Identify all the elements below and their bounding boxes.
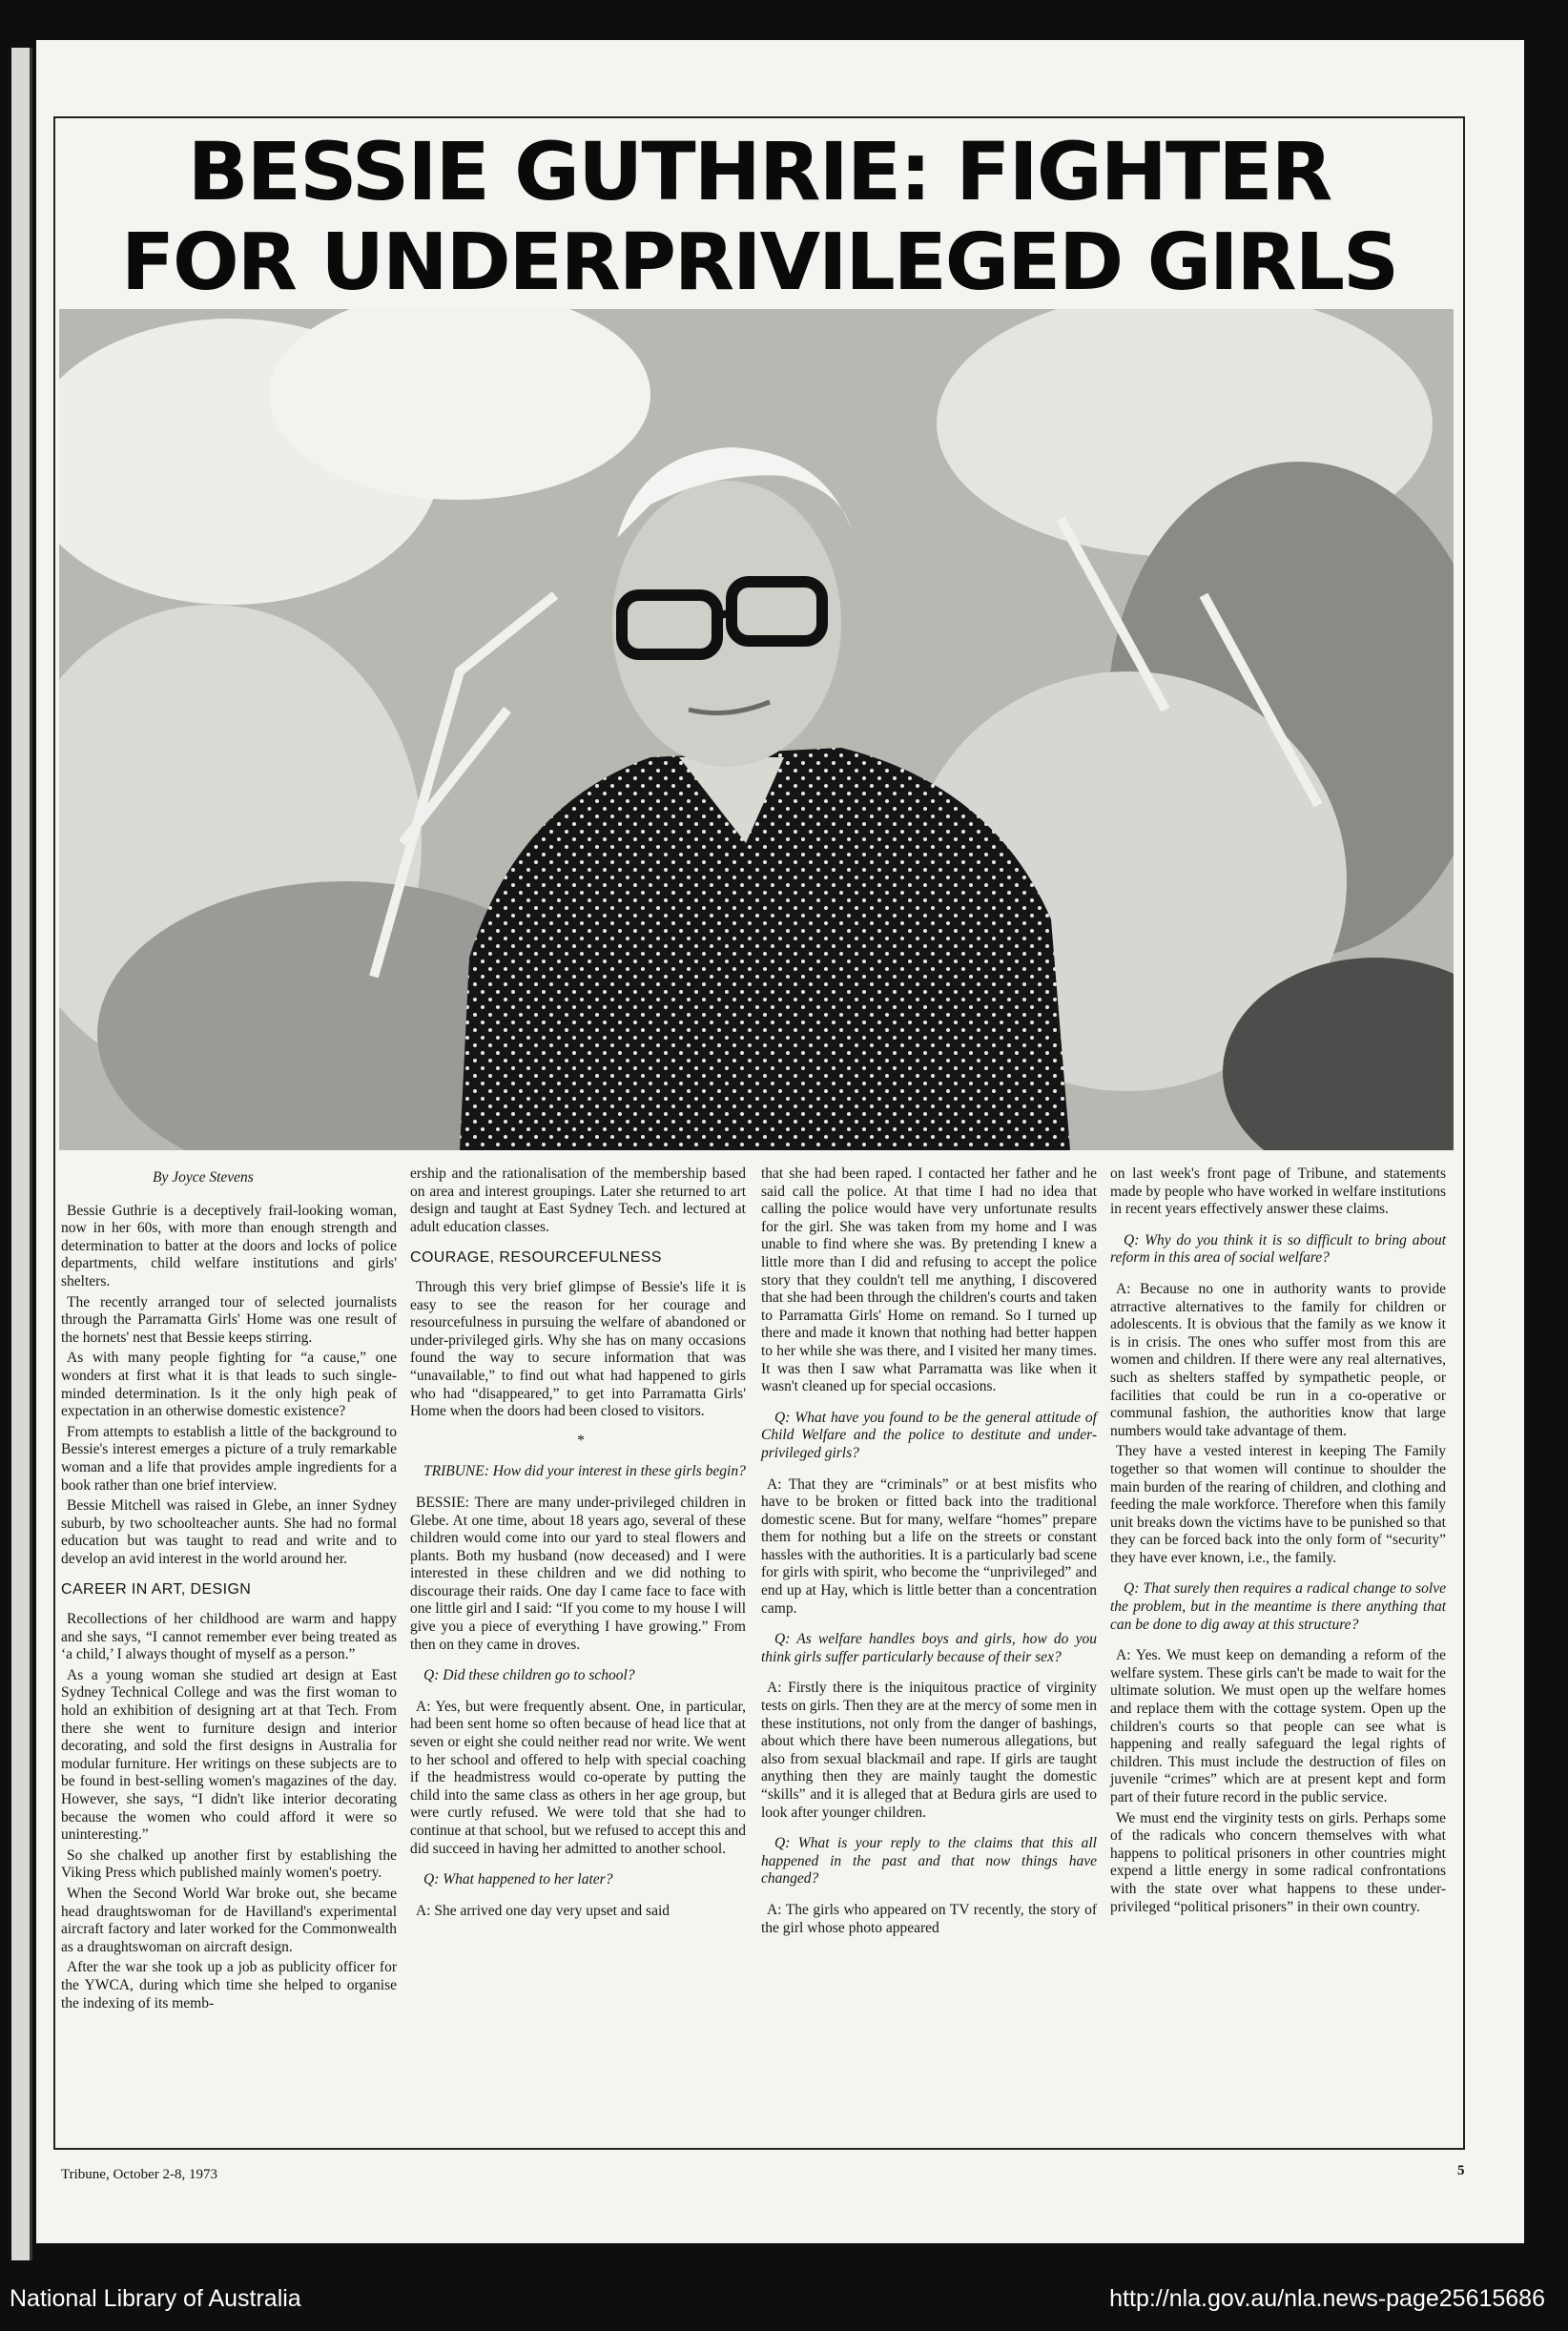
paragraph: They have a vested interest in keeping The Family together so that women will continue to shoulder the main burden of the rearing of children, and clothing and feeding the male workforce. Therefore when this family unit breaks down the victims have to be punished so that they can be forced back into the only form of “security” they have ever known, i.e., the family. (1110, 1443, 1446, 1566)
paragraph: After the war she took up a job as publicity officer for the YWCA, during which time she helped to organise the indexing of its memb- (61, 1959, 397, 2011)
paragraph: Recollections of her childhood are warm and happy and she says, “I cannot remember ever being treated as ‘a child,’ I always thought of myself as a person.” (61, 1611, 397, 1663)
paragraph: A: Because no one in authority wants to provide atrractive alternatives to the family for children or adolescents. It is obvious that the family as we know it is in crisis. The ones who suffer most from this are women and children. If there were any real alternatives, such as shelters staffed by sympathetic people, or facilities that could be run in a co-operative or communal fashion, the authorities know that large numbers would take advantage of them. (1110, 1280, 1446, 1439)
paragraph: From attempts to establish a little of the background to Bessie's interest emerges a picture of a truly remarkable woman and a life that provides ample ingredients for a book rather than one brief interview. (61, 1423, 397, 1494)
paragraph: As with many people fighting for “a cause,” one wonders at first what it is that leads to such single-minded determination. Is it the only high peak of expectation in an otherwise domestic existence? (61, 1350, 397, 1420)
paragraph: When the Second World War broke out, she became head draughtswoman for de Havilland's experimental aircraft factory and later worked for the Commonwealth as a draughtswoman on aircraft design. (61, 1885, 397, 1955)
article-column-1 (61, 1166, 397, 2015)
source-url[interactable]: http://nla.gov.au/nla.news-page25615686 (1109, 2285, 1545, 2312)
paragraph: BESSIE: There are many under-privileged children in Glebe. At one time, about 18 years ago, several of these children would come into our yard to steal flowers and plants. Both my husband (now deceased) and I were interested in these children and we did nothing to discourage their raids. One day I came face to face with one little girl and I said: “If you come to my house I will give you a piece of everything I have growing.” From then on they came in droves. (410, 1494, 746, 1653)
paragraph: A: Yes. We must keep on demanding a reform of the welfare system. These girls can't be made to wait for the ultimate solution. We must open up the welfare homes and replace them with the cottage system. Open up the children's courts so that people can see what is happening and really safeguard the legal rights of children. This must include the destruction of files on juvenile “crimes” which are at present kept and form part of their future record in the public service. (1110, 1647, 1446, 1805)
article-column-3 (761, 1166, 1097, 1940)
portrait-photo-illustration (59, 309, 1454, 1150)
portrait-photo (59, 309, 1454, 1150)
paragraph: A: She arrived one day very upset and said (416, 1902, 671, 1919)
paragraph: ership and the rationalisation of the membership based on area and interest groupings. Later she returned to art design and taught at East Sydney Tech. and lectured at adult education classes. (410, 1166, 746, 1235)
interview-question: Q: That surely then requires a radical change to solve the problem, but in the meantime is there anything that can be done to dig away at this structure? (1110, 1580, 1446, 1633)
headline (57, 126, 1461, 309)
interview-question: Q: As welfare handles boys and girls, how do you think girls suffer particularly because of their sex? (761, 1631, 1097, 1665)
interview-question: TRIBUNE: How did your interest in these girls begin? (423, 1463, 746, 1480)
article-column-2 (410, 1166, 746, 1923)
paragraph: As a young woman she studied art design at East Sydney Technical College and was the first woman to hold an exhibition of designing art at that Tech. From there she went to furniture design and interior decorating, and sold the first designs in Australia for modular furniture. Her writings on these subjects are to be found in best-selling women's magazines of the day. However, she says, “I didn't like interior decorating because the women who could afford it were so uninteresting.” (61, 1666, 397, 1844)
section-separator: * (577, 1432, 585, 1449)
interview-question: Q: Why do you think it is so difficult to bring about reform in this area of social welfare? (1110, 1231, 1446, 1267)
paragraph: A: That they are “criminals” or at best misfits who have to be broken or fitted back into the traditional domestic scene. But for many, welfare “homes” prepare them for nothing but a life on the streets or constant hassles with the authorities. It is a particularly bad scene for girls with spirit, who become the “unprivileged” and end up at Hay, which is little better than a concentration camp. (761, 1475, 1097, 1617)
byline: By Joyce Stevens (153, 1169, 254, 1186)
headline-line-2: FOR UNDERPRIVILEGED GIRLS (120, 217, 1398, 308)
subheading: COURAGE, RESOURCEFULNESS (410, 1249, 662, 1267)
interview-question: Q: What happened to her later? (423, 1871, 613, 1888)
interview-question: Q: What have you found to be the general attitude of Child Welfare and the police to destitute and under-privileged girls? (761, 1409, 1097, 1461)
source-credit: National Library of Australia (10, 2285, 301, 2312)
interview-question: Q: What is your reply to the claims that this all happened in the past and that now things have changed? (761, 1835, 1097, 1887)
paragraph: A: Yes, but were frequently absent. One, in particular, had been sent home so often because of head lice that at seven or eight she could neither read nor write. We went to her school and offered to help with special coaching if the headmistress would co-operate by putting the child into the same class as others in her age group, but were curtly refused. We were told that she had to continue at that school, but we refused to accept this and did succeed in having her admitted to another school. (410, 1698, 746, 1857)
subheading: CAREER IN ART, DESIGN (61, 1581, 252, 1599)
paragraph: Through this very brief glimpse of Bessie's life it is easy to see the reason for her courage and resourcefulness in pursuing the welfare of abandoned or under-privileged girls. Why she has on many occasions found the way to secure information that was “unavailable,” to find out what had happened to girls who had “disappeared,” to get into Parramatta Girls' Home when the doors had been closed to visitors. (410, 1278, 746, 1420)
interview-question: Q: Did these children go to school? (423, 1667, 635, 1684)
paragraph: We must end the virginity tests on girls. Perhaps some of the radicals who concern themselves with what happens to political prisoners in other countries might expend a little energy in some radical confrontations with the state over what happens to these under-privileged “political prisoners” in their own country. (1110, 1809, 1446, 1915)
page-number: 5 (1457, 2163, 1465, 2178)
article-column-4 (1110, 1166, 1446, 1919)
paragraph: Bessie Guthrie is a deceptively frail-looking woman, now in her 60s, with more than enough strength and determination to batter at the doors and locks of police departments, child welfare institutions and girls' shelters. (61, 1202, 397, 1289)
paragraph: on last week's front page of Tribune, and statements made by people who have worked in welfare institutions in recent years effectively answer these claims. (1110, 1166, 1446, 1218)
paragraph: A: The girls who appeared on TV recently, the story of the girl whose photo appeared (761, 1901, 1097, 1936)
paragraph: that she had been raped. I contacted her father and he said call the police. At that time I had no idea that calling the police would have very unfortunate results for the girl. She was taken from my home and I was unable to find where she was. By pretending I knew a little more than I did and refusing to accept the police story that they couldn't tell me anything, I discovered that she had been through the children's courts and taken to Parramatta Girls' Home on remand. So I turned up there and made it known that nothing had better happen to her while she was there, and I visited her many times. It was then I saw what Parramatta was like when it wasn't cleaned up for special occasions. (761, 1166, 1097, 1395)
paragraph: So she chalked up another first by establishing the Viking Press which published mainly women's poetry. (61, 1846, 397, 1882)
paragraph: A: Firstly there is the iniquitous practice of virginity tests on girls. Then they are at the mercy of some men in these institutions, not only from the danger of bashings, about which there have been numerous allegations, but also from sexual blackmail and rape. If girls are taught anything then they are mainly taught the domestic “skills” and it is alleged that at Bedura girls are used to look after younger children. (761, 1680, 1097, 1821)
paragraph: The recently arranged tour of selected journalists through the Parramatta Girls' Home was one result of the hornets' nest that Bessie keeps stirring. (61, 1293, 397, 1346)
page-binding-edge (11, 48, 32, 2260)
page-footer-dateline: Tribune, October 2-8, 1973 (61, 2167, 218, 2182)
paragraph: Bessie Mitchell was raised in Glebe, an inner Sydney suburb, by two schoolteacher aunts. She had no formal education but was taught to read and write and to develop an avid interest in the world around her. (61, 1497, 397, 1567)
headline-line-1: BESSIE GUTHRIE: FIGHTER (187, 125, 1331, 218)
